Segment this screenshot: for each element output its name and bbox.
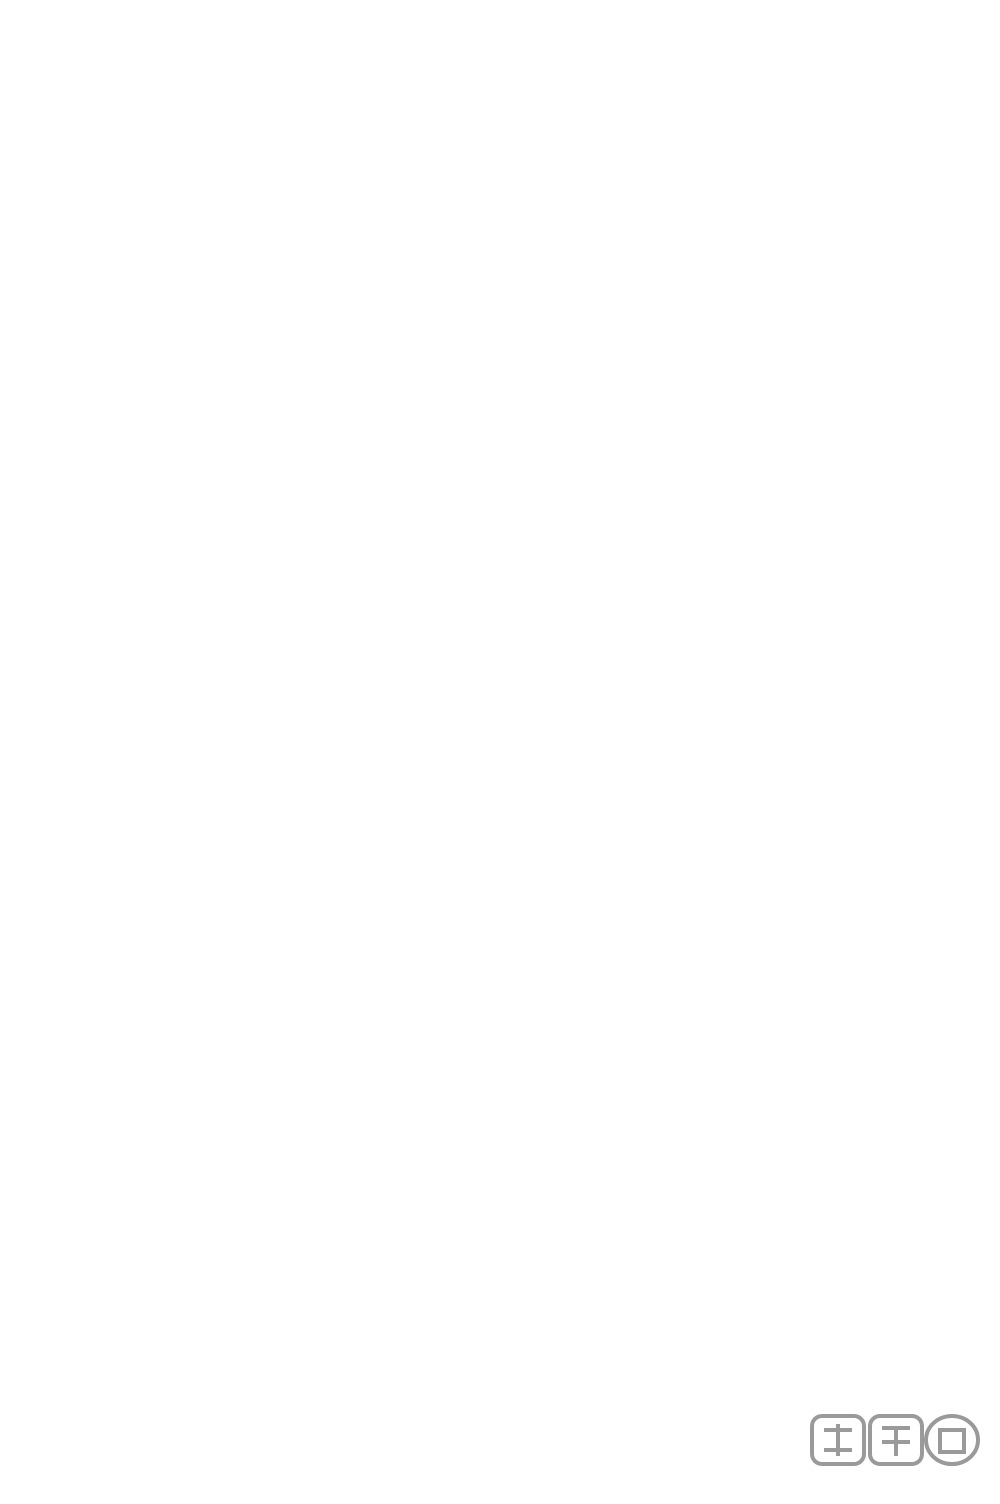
- watermark-logo: [808, 1410, 984, 1494]
- watermark-icon: [808, 1410, 984, 1470]
- right-column: [522, 64, 940, 78]
